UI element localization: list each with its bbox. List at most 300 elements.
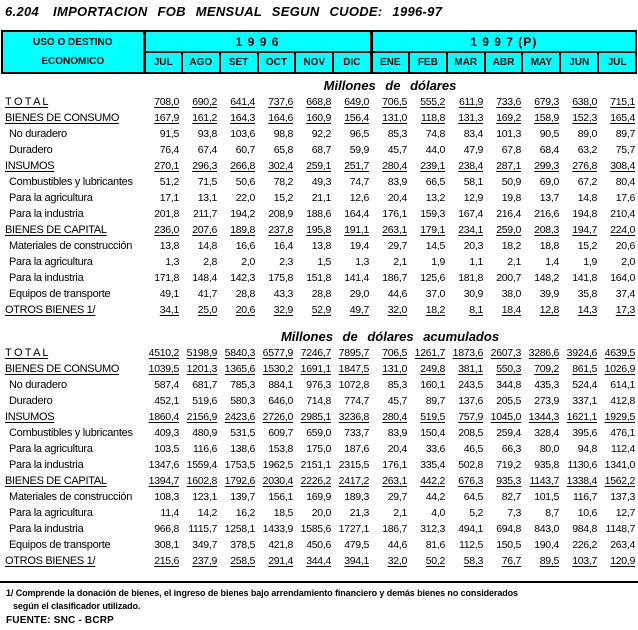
value-text: 160,1: [420, 379, 445, 391]
value-cell: [257, 409, 295, 425]
value-cell: [523, 441, 561, 457]
row-label-text: BIENES DE CONSUMO: [5, 112, 120, 124]
value-cell: [447, 489, 485, 505]
value-cell: [181, 142, 219, 158]
value-cell: [219, 409, 257, 425]
value-text: 1341,0: [604, 459, 635, 471]
value-cell: [599, 521, 637, 537]
value-text: 28,8: [311, 288, 331, 300]
value-cell: [333, 254, 371, 270]
value-cell: [181, 238, 219, 254]
value-text: 44,6: [387, 539, 407, 551]
value-cell: [219, 126, 257, 142]
value-text: 21,1: [311, 192, 331, 204]
value-cell: [523, 110, 561, 126]
value-cell: [295, 537, 333, 553]
value-cell: [447, 142, 485, 158]
value-cell: [447, 537, 485, 553]
value-cell: [523, 126, 561, 142]
value-text: 2,3: [279, 256, 293, 268]
value-text: 13,2: [425, 192, 445, 204]
value-text: 216,4: [496, 208, 521, 220]
value-text: 243,5: [458, 379, 483, 391]
value-cell: [143, 473, 181, 489]
value-text: 81,6: [425, 539, 445, 551]
value-text: 190,4: [534, 539, 559, 551]
uso-destino-line1: USO O DESTINO: [33, 37, 113, 48]
value-cell: [523, 222, 561, 238]
value-cell: [295, 345, 333, 361]
table-row: [1, 206, 637, 222]
value-text: 20,6: [615, 240, 635, 252]
value-cell: [485, 94, 523, 110]
value-cell: [485, 521, 523, 537]
value-cell: [447, 126, 485, 142]
value-cell: [371, 270, 409, 286]
value-text: 29,7: [387, 491, 407, 503]
value-text: 280,4: [382, 411, 407, 423]
value-cell: [219, 505, 257, 521]
value-text: 137,3: [610, 491, 635, 503]
value-text: 63,2: [577, 144, 597, 156]
value-cell: [561, 489, 599, 505]
value-text: 112,4: [611, 443, 635, 455]
value-cell: [143, 206, 181, 222]
value-cell: [257, 254, 295, 270]
value-cell: [485, 238, 523, 254]
value-text: 148,2: [534, 272, 559, 284]
value-text: 450,6: [306, 539, 331, 551]
value-text: 169,9: [306, 491, 331, 503]
value-cell: [295, 553, 333, 569]
value-cell: [523, 489, 561, 505]
value-cell: [181, 126, 219, 142]
value-cell: [143, 361, 181, 377]
value-text: 2,1: [507, 256, 521, 268]
value-text: 234,1: [458, 224, 483, 236]
value-text: 195,8: [306, 224, 331, 236]
value-cell: [599, 286, 637, 302]
row-label-text: BIENES DE CONSUMO: [5, 363, 120, 375]
value-cell: [447, 505, 485, 521]
value-text: 187,6: [344, 443, 369, 455]
accumulated-values-table: [1, 345, 637, 569]
value-text: 89,7: [615, 128, 635, 140]
value-text: 91,5: [159, 128, 179, 140]
value-text: 41,7: [197, 288, 217, 300]
value-cell: [561, 142, 599, 158]
value-cell: [219, 222, 257, 238]
row-label-text: Materiales de construcción: [9, 240, 133, 252]
value-cell: [219, 393, 257, 409]
value-cell: [447, 158, 485, 174]
value-cell: [333, 126, 371, 142]
value-cell: [333, 110, 371, 126]
value-text: 169,2: [496, 112, 521, 124]
table-body-area: [1, 77, 637, 569]
row-label: [1, 409, 143, 425]
value-cell: [333, 302, 371, 318]
value-text: 175,8: [268, 272, 293, 284]
value-cell: [409, 377, 447, 393]
value-text: 524,4: [572, 379, 597, 391]
value-text: 194,7: [572, 224, 597, 236]
value-text: 76,7: [501, 555, 521, 567]
value-cell: [257, 286, 295, 302]
value-cell: [599, 206, 637, 222]
table-row: [1, 270, 637, 286]
value-text: 78,2: [273, 176, 293, 188]
value-cell: [561, 505, 599, 521]
value-cell: [447, 457, 485, 473]
value-cell: [523, 553, 561, 569]
value-text: 142,3: [230, 272, 255, 284]
value-text: 638,0: [572, 96, 597, 108]
row-label-text: No duradero: [9, 379, 67, 391]
value-text: 984,8: [572, 523, 597, 535]
footnote-line1: 1/ Comprende la donación de bienes, el ingreso de bienes bajo arrendamiento financiero y demás bienes no considerados: [6, 588, 518, 598]
value-text: 82,7: [501, 491, 521, 503]
row-label-text: BIENES DE CAPITAL: [5, 475, 107, 487]
value-text: 785,3: [230, 379, 255, 391]
value-text: 676,3: [458, 475, 483, 487]
value-cell: [485, 190, 523, 206]
value-cell: [599, 158, 637, 174]
value-text: 1873,6: [452, 347, 483, 359]
value-cell: [295, 158, 333, 174]
value-cell: [295, 190, 333, 206]
value-text: 156,4: [344, 112, 369, 124]
value-cell: [333, 190, 371, 206]
value-text: 11,4: [160, 507, 179, 519]
table-row: [1, 553, 637, 569]
value-cell: [143, 302, 181, 318]
value-cell: [561, 110, 599, 126]
value-cell: [561, 393, 599, 409]
value-cell: [257, 302, 295, 318]
value-cell: [257, 505, 295, 521]
table-row: [1, 393, 637, 409]
value-cell: [219, 190, 257, 206]
value-text: 66,5: [425, 176, 445, 188]
value-cell: [257, 361, 295, 377]
row-label-text: OTROS BIENES 1/: [5, 555, 96, 567]
value-text: 29,7: [387, 240, 407, 252]
value-text: 479,5: [344, 539, 369, 551]
value-text: 37,0: [425, 288, 445, 300]
value-cell: [333, 393, 371, 409]
value-text: 14,8: [577, 192, 597, 204]
value-text: 211,7: [193, 208, 217, 220]
row-label: [1, 345, 143, 361]
value-text: 706,5: [382, 347, 407, 359]
value-text: 709,2: [534, 363, 559, 375]
value-text: 291,4: [268, 555, 293, 567]
value-text: 1,4: [545, 256, 559, 268]
value-text: 381,1: [458, 363, 483, 375]
value-text: 160,9: [306, 112, 331, 124]
value-cell: [181, 521, 219, 537]
value-text: 200,7: [496, 272, 521, 284]
value-text: 394,1: [344, 555, 369, 567]
value-text: 452,1: [154, 395, 179, 407]
value-cell: [143, 553, 181, 569]
value-cell: [257, 190, 295, 206]
value-text: 3236,8: [338, 411, 369, 423]
row-label: [1, 393, 143, 409]
value-cell: [143, 94, 181, 110]
table-row: [1, 457, 637, 473]
value-text: 188,6: [306, 208, 331, 220]
value-text: 349,7: [192, 539, 217, 551]
value-cell: [599, 174, 637, 190]
value-cell: [447, 345, 485, 361]
value-text: 164,4: [344, 208, 369, 220]
value-text: 167,4: [458, 208, 483, 220]
value-text: 58,3: [463, 555, 483, 567]
value-text: 83,9: [387, 427, 407, 439]
value-text: 118,8: [421, 112, 445, 124]
value-cell: [257, 521, 295, 537]
value-cell: [295, 377, 333, 393]
value-cell: [219, 158, 257, 174]
value-cell: [257, 142, 295, 158]
value-cell: [485, 457, 523, 473]
value-text: 33,6: [425, 443, 445, 455]
value-text: 141,8: [572, 272, 597, 284]
value-text: 1,3: [355, 256, 369, 268]
row-label-text: Para la industria: [9, 459, 84, 471]
value-text: 80,0: [539, 443, 559, 455]
value-cell: [143, 393, 181, 409]
row-label: [1, 142, 143, 158]
value-text: 13,7: [539, 192, 559, 204]
value-text: 131,0: [382, 363, 407, 375]
value-cell: [181, 537, 219, 553]
value-text: 641,4: [230, 96, 255, 108]
month-header-1997-ene: ENE: [371, 52, 409, 73]
value-cell: [143, 158, 181, 174]
value-text: 6577,9: [262, 347, 293, 359]
row-label: [1, 238, 143, 254]
value-text: 175,0: [306, 443, 331, 455]
value-cell: [523, 190, 561, 206]
value-text: 14,8: [197, 240, 217, 252]
value-cell: [295, 409, 333, 425]
value-text: 259,1: [306, 160, 331, 172]
value-text: 1258,1: [224, 523, 255, 535]
value-text: 690,2: [192, 96, 217, 108]
value-cell: [599, 489, 637, 505]
value-text: 2,1: [393, 507, 407, 519]
value-cell: [523, 473, 561, 489]
value-cell: [485, 393, 523, 409]
value-cell: [523, 238, 561, 254]
value-text: 435,3: [534, 379, 559, 391]
value-text: 502,8: [458, 459, 483, 471]
monthly-values-table: [1, 94, 637, 318]
value-text: 25,0: [197, 304, 217, 316]
value-cell: [371, 286, 409, 302]
value-cell: [523, 302, 561, 318]
value-cell: [409, 158, 447, 174]
value-text: 150,5: [496, 539, 521, 551]
value-cell: [523, 286, 561, 302]
value-cell: [485, 377, 523, 393]
value-text: 7246,7: [300, 347, 331, 359]
value-text: 1130,6: [567, 459, 597, 471]
value-text: 19,8: [501, 192, 521, 204]
row-label: [1, 174, 143, 190]
table-row: [1, 361, 637, 377]
value-cell: [409, 286, 447, 302]
value-cell: [333, 521, 371, 537]
value-text: 92,2: [311, 128, 331, 140]
value-text: 2,0: [241, 256, 255, 268]
value-text: 17,6: [615, 192, 635, 204]
value-text: 1,9: [431, 256, 445, 268]
value-cell: [333, 505, 371, 521]
table-row: [1, 489, 637, 505]
table-row: [1, 142, 637, 158]
value-cell: [561, 345, 599, 361]
value-text: 205,5: [496, 395, 521, 407]
value-text: 258,5: [230, 555, 255, 567]
value-cell: [447, 94, 485, 110]
value-text: 17,3: [615, 304, 635, 316]
value-cell: [257, 393, 295, 409]
value-cell: [257, 425, 295, 441]
value-text: 83,9: [387, 176, 407, 188]
table-row: [1, 94, 637, 110]
row-label-text: Para la agricultura: [9, 192, 93, 204]
value-text: 335,4: [420, 459, 445, 471]
value-cell: [371, 361, 409, 377]
value-text: 103,6: [230, 128, 255, 140]
value-cell: [561, 238, 599, 254]
value-cell: [295, 254, 333, 270]
value-text: 442,2: [420, 475, 445, 487]
value-text: 976,3: [306, 379, 331, 391]
value-cell: [143, 238, 181, 254]
value-cell: [333, 457, 371, 473]
value-text: 659,0: [306, 427, 331, 439]
value-cell: [371, 489, 409, 505]
value-cell: [409, 553, 447, 569]
value-text: 12,6: [349, 192, 369, 204]
value-cell: [599, 110, 637, 126]
value-text: 103,7: [572, 555, 597, 567]
value-cell: [561, 457, 599, 473]
value-cell: [143, 254, 181, 270]
value-cell: [333, 409, 371, 425]
value-cell: [485, 473, 523, 489]
value-cell: [599, 393, 637, 409]
row-label: [1, 361, 143, 377]
value-text: 44,6: [387, 288, 407, 300]
value-cell: [295, 142, 333, 158]
value-cell: [447, 361, 485, 377]
value-cell: [295, 473, 333, 489]
value-text: 103,5: [154, 443, 179, 455]
value-text: 1691,1: [300, 363, 331, 375]
value-text: 89,5: [539, 555, 559, 567]
value-text: 50,2: [425, 555, 445, 567]
value-text: 1753,5: [224, 459, 255, 471]
value-text: 1347,6: [148, 459, 179, 471]
value-cell: [219, 302, 257, 318]
value-text: 2,8: [203, 256, 217, 268]
value-text: 194,8: [572, 208, 597, 220]
value-text: 2315,5: [338, 459, 369, 471]
value-cell: [143, 174, 181, 190]
value-text: 719,2: [496, 459, 521, 471]
value-cell: [523, 94, 561, 110]
row-label: [1, 553, 143, 569]
value-text: 4510,2: [148, 347, 179, 359]
table-row: [1, 190, 637, 206]
value-cell: [599, 409, 637, 425]
value-cell: [371, 302, 409, 318]
value-text: 43,3: [273, 288, 293, 300]
value-cell: [295, 457, 333, 473]
value-text: 614,1: [610, 379, 635, 391]
value-cell: [485, 158, 523, 174]
value-cell: [599, 345, 637, 361]
value-cell: [561, 377, 599, 393]
value-text: 1847,5: [338, 363, 369, 375]
value-text: 2030,4: [262, 475, 293, 487]
value-cell: [371, 158, 409, 174]
value-cell: [219, 489, 257, 505]
value-cell: [561, 206, 599, 222]
value-cell: [485, 409, 523, 425]
value-text: 76,4: [159, 144, 179, 156]
value-cell: [485, 425, 523, 441]
uso-destino-line2: ECONOMICO: [41, 56, 105, 67]
row-label: [1, 441, 143, 457]
value-text: 85,3: [387, 128, 407, 140]
value-text: 32,0: [387, 304, 407, 316]
value-text: 120,9: [610, 555, 635, 567]
value-text: 1562,2: [604, 475, 635, 487]
month-header-1997-jun: JUN: [560, 52, 598, 73]
value-text: 935,3: [496, 475, 521, 487]
value-cell: [181, 94, 219, 110]
value-cell: [599, 126, 637, 142]
value-text: 18,8: [539, 240, 559, 252]
value-cell: [599, 441, 637, 457]
value-cell: [485, 537, 523, 553]
value-cell: [219, 377, 257, 393]
value-text: 1201,3: [186, 363, 217, 375]
value-text: 1394,7: [148, 475, 179, 487]
value-cell: [181, 377, 219, 393]
value-cell: [143, 286, 181, 302]
value-cell: [143, 409, 181, 425]
value-cell: [561, 553, 599, 569]
value-cell: [485, 222, 523, 238]
value-cell: [371, 505, 409, 521]
value-text: 171,8: [154, 272, 179, 284]
value-text: 131,0: [382, 112, 407, 124]
value-text: 1148,7: [605, 523, 635, 535]
value-cell: [447, 441, 485, 457]
row-label-text: BIENES DE CAPITAL: [5, 224, 107, 236]
value-cell: [561, 126, 599, 142]
value-cell: [257, 489, 295, 505]
value-cell: [181, 425, 219, 441]
